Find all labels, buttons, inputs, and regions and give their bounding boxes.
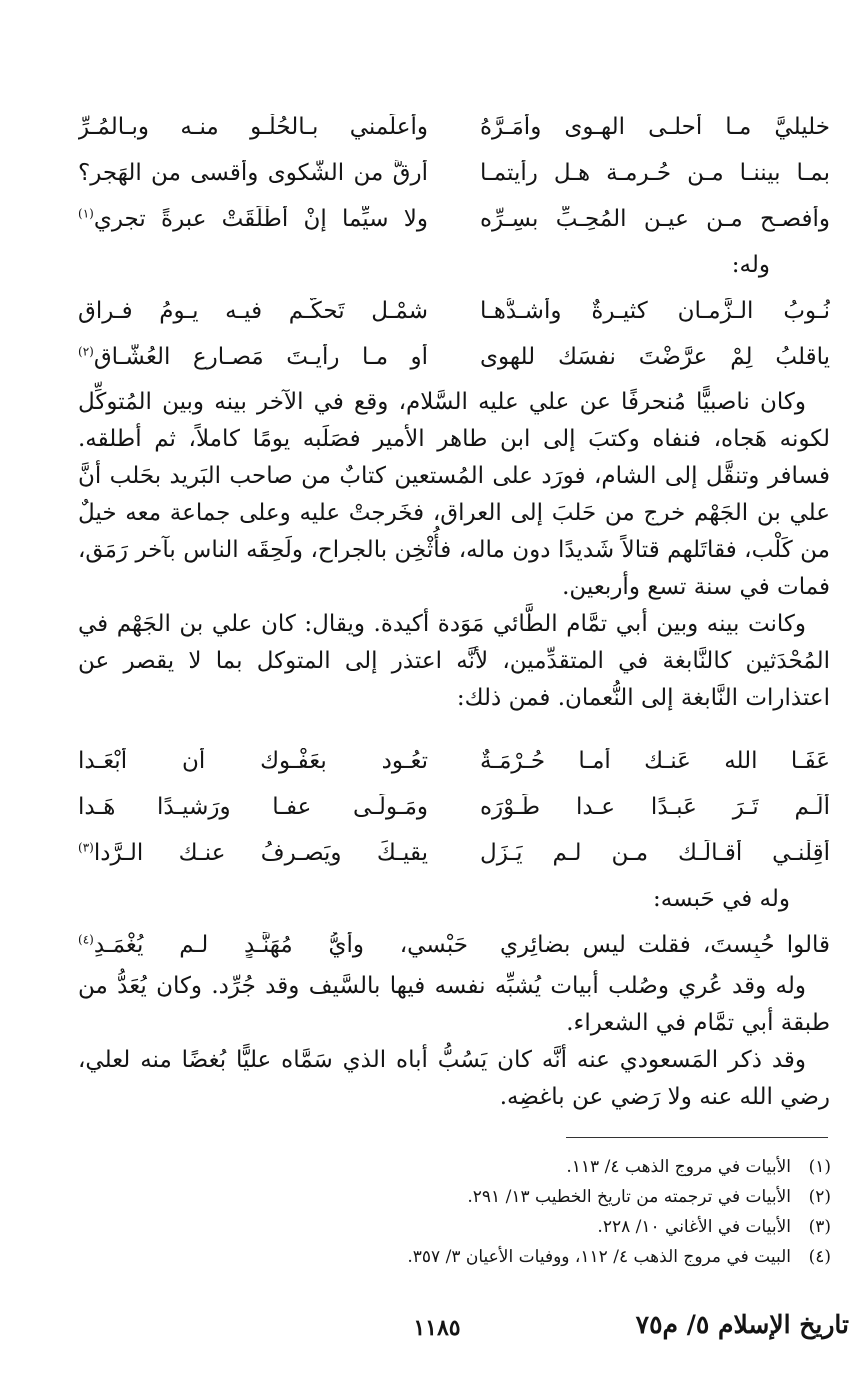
hemistich-second: وأعلَمني بـالحُلْـو منـه وبـالمُـرِّ xyxy=(78,114,428,140)
paragraph: وكان ناصبيًّا مُنحرفًا عن علي عليه السَّلام، وقع في الآخر بينه وبين المُتوكِّل لكونه هَجاه، فنفاه وكتبَ إلى ابن طاهر الأمير فصَلَبه يومًا كاملاً، ثم أطلقه. فسافر وتنقَّل إلى الشام، فورَد على المُستعين كتابٌ من صاحب البَريد بحَلب أنَّ علي بن الجَهْم خرج من حَلبَ إلى العراق، فخَرجتْ عليه وعلى جماعة معه خيلٌ من كَلْب، فقاتَلهم قتالاً شَديدًا دون ماله، فأُثْخِن بالجراح، ولَحِقَه الناس بآخر رَمَق، فمات في سنة تسع وأربعين. xyxy=(78,389,830,600)
section-label: وله: xyxy=(731,252,770,278)
verse-line xyxy=(78,104,830,150)
hemistich-second: حَبْسي، وأيُّ مُهَنَّـدٍ لـم يُغْمَـدِ$^{(٤)}$ xyxy=(78,932,468,958)
hemistich-second: ومَـولَـى عفـا ورَشيـدًا هَـدا xyxy=(78,794,428,820)
hemistich-first: خليليَّ مـا أحلـى الهـوى وأمَـرَّهُ xyxy=(480,114,830,140)
hemistich-first: بمـا بيننـا مـن حُـرمـة هـل رأيتمـا xyxy=(480,160,830,186)
footnote-divider xyxy=(566,1137,828,1138)
prose-block-1 xyxy=(78,384,830,717)
page-number: ١١٨٥ xyxy=(413,1315,461,1341)
verse-line xyxy=(78,784,830,830)
footnote: (٤)البيت في مروج الذهب ٤/ ١١٢، ووفيات الأعيان ٣/ ٣٥٧. xyxy=(407,1247,831,1267)
prose-block-2 xyxy=(78,968,830,1116)
hemistich-first: وأفصـح مـن عيـن المُحِـبِّ بسِـرِّه xyxy=(480,206,830,232)
verse-line xyxy=(78,288,830,334)
verse-group-2 xyxy=(78,288,830,380)
section-label: وله في حَبسه: xyxy=(653,886,790,912)
paragraph: وكانت بينه وبين أبي تمَّام الطَّائي مَوَدة أكيدة. ويقال: كان علي بن الجَهْم في المُحْدَثين كالنَّابغة في المتقدِّمين، لأنَّه اعتذر إلى المتوكل بما لا يقصر عن اعتذارات النَّابغة إلى النُّعمان. فمن ذلك: xyxy=(78,611,830,711)
hemistich-first: نُـوبُ الـزَّمـان كثيـرةٌ وأشـدُّهـا xyxy=(480,298,830,324)
running-footer-title: تاريخ الإسلام ٥/ م٧٥ xyxy=(635,1310,849,1339)
verse-line xyxy=(78,738,830,784)
hemistich-first: قالوا حُبِستَ، فقلت ليس بضائِري xyxy=(500,932,830,958)
hemistich-second: أو مـا رأيـتَ مَصـارع العُشّـاقِ$^{(٢)}$ xyxy=(78,344,428,370)
hemistich-first: ياقلبُ لِمْ عرَّضْتَ نفسَك للهوى xyxy=(480,344,830,370)
hemistich-second: أرقَّ من الشَّكوى وأقسى من الهَجر؟ xyxy=(78,160,428,186)
hemistich-second: شمْـل تَحكَّـم فيـه يـومُ فـراقِ xyxy=(78,298,428,324)
footnotes xyxy=(71,1152,831,1272)
footnote-ref: (٢) xyxy=(78,344,94,359)
hemistich-second: ولا سيِّما إنْ أطْلَقَتْ عبرةً تجري$^{(١)}$ xyxy=(78,206,428,232)
footnote: (٣)الأبيات في الأغاني ١٠/ ٢٢٨. xyxy=(597,1217,831,1237)
paragraph: وله وقد عُري وصُلب أبيات يُشبِّه نفسه فيها بالسَّيف وقد جُرِّد. وكان يُعَدُّ من طبقة أبي تمَّام في الشعراء. xyxy=(78,973,830,1036)
verse-line xyxy=(78,830,830,876)
footnote-ref: (٣) xyxy=(78,840,94,855)
verse-line xyxy=(78,334,830,380)
verse-line xyxy=(78,922,830,968)
footnote-ref: (١) xyxy=(78,206,94,221)
footnote: (٢)الأبيات في ترجمته من تاريخ الخطيب ١٣/ ٢٩١. xyxy=(467,1187,831,1207)
verse-group-3 xyxy=(78,738,830,968)
hemistich-first: ألَـم تَـرَ عَبـدًا عـدا طَـوْرَه xyxy=(480,794,830,820)
verse-line xyxy=(78,196,830,242)
footnote-ref: (٤) xyxy=(78,932,94,947)
verse-line xyxy=(78,150,830,196)
verse-group-1 xyxy=(78,104,830,288)
hemistich-second: يقيـكَ ويَصـرِفُ عنـك الـرَّدا$^{(٣)}$ xyxy=(78,840,428,866)
footnote: (١)الأبيات في مروج الذهب ٤/ ١١٣. xyxy=(566,1157,831,1177)
paragraph: وقد ذكر المَسعودي عنه أنَّه كان يَسُبُّ أباه الذي سَمَّاه عليًّا بُغضًا منه لعلي، رضي الله عنه ولا رَضي عن باغضِه. xyxy=(78,1047,830,1110)
hemistich-first: أقِلْنـي أقـالَـك مـن لـم يَـزَل xyxy=(480,840,830,866)
hemistich-second: تعُـود بعَفْـوك أن أُبْعَـدا xyxy=(78,748,428,774)
hemistich-first: عَفَـا الله عَنـك أمـا حُـرْمَـةٌ xyxy=(480,748,830,774)
